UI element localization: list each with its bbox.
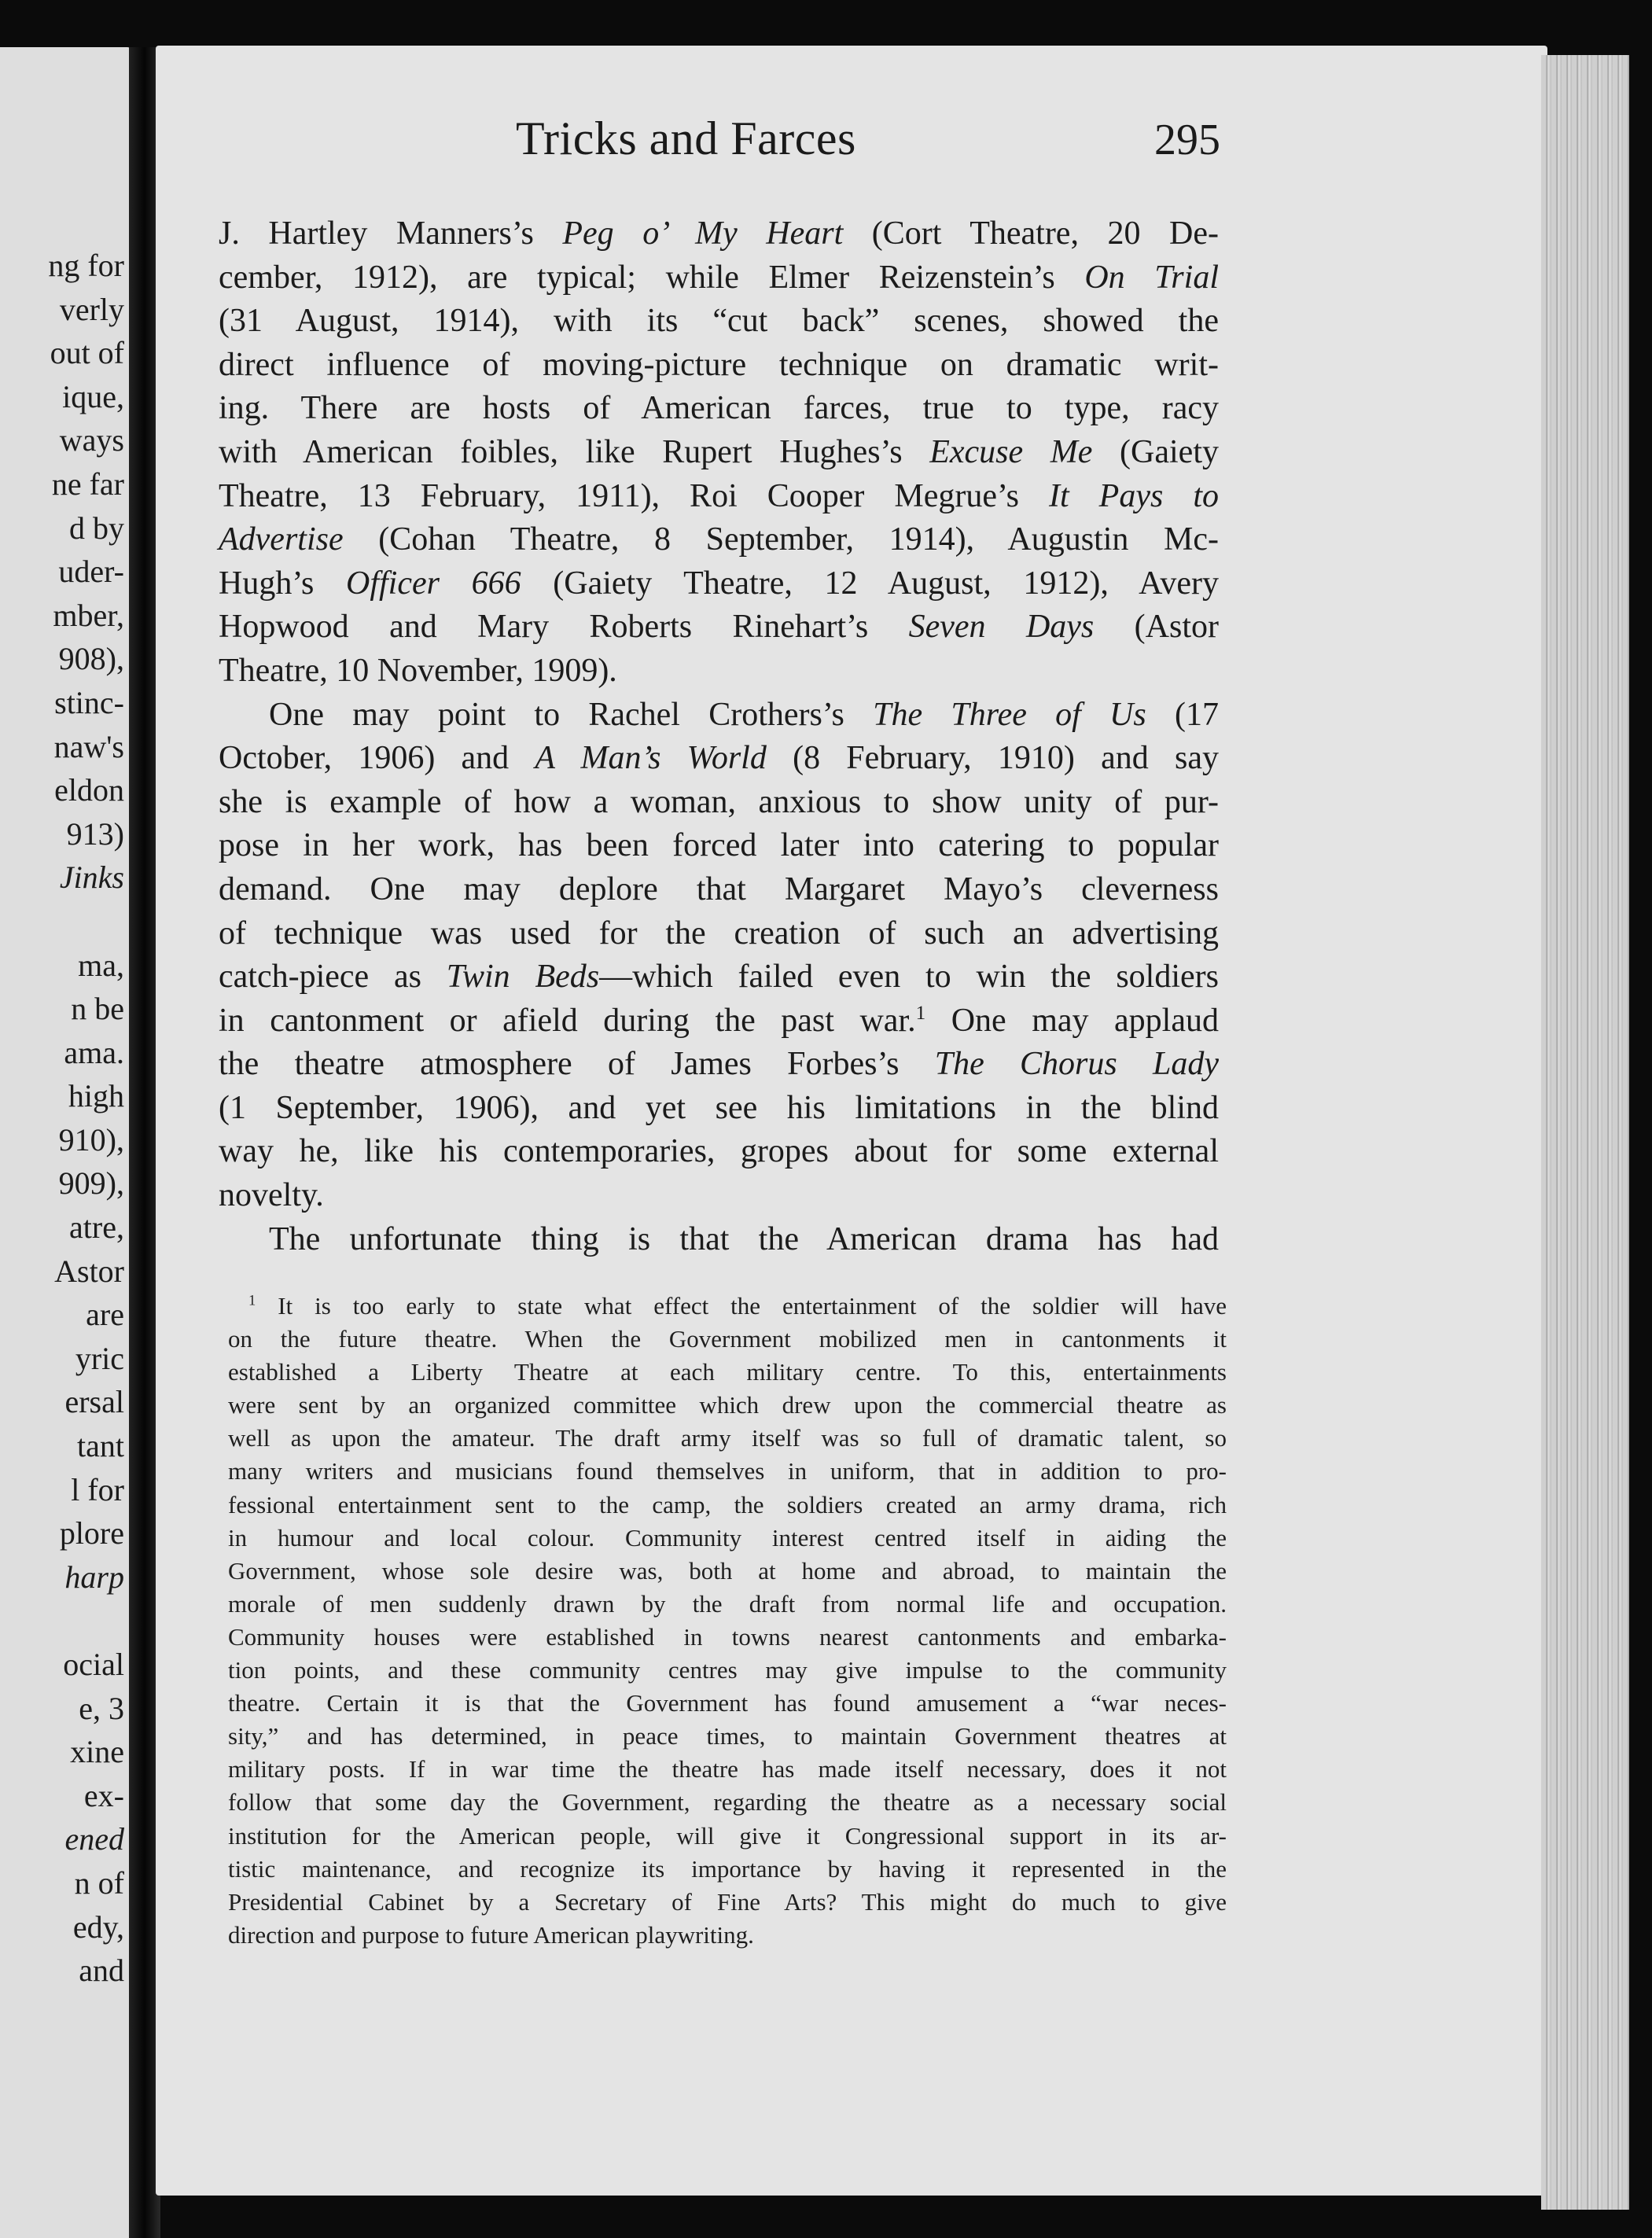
- body-line: October, 1906) and A Man’s World (8 February, 1910) and say: [219, 740, 1219, 777]
- left-page-line: ocial: [63, 1647, 124, 1682]
- background-edge: [1629, 47, 1652, 2238]
- footnote-line: Community houses were established in towns nearest cantonments and embarka-: [228, 1622, 1227, 1651]
- body-line: Theatre, 13 February, 1911), Roi Cooper Megrue’s It Pays to: [219, 477, 1219, 514]
- left-page-line: eldon: [54, 772, 124, 808]
- left-page-line: and: [79, 1953, 124, 1989]
- body-line: the theatre atmosphere of James Forbes’s The Chorus Lady: [219, 1046, 1219, 1083]
- left-page-line: verly: [59, 291, 124, 327]
- body-line: direct influence of moving-picture technique on dramatic writ-: [219, 346, 1219, 383]
- left-page-line: 909),: [58, 1165, 124, 1202]
- footnote-line: tistic maintenance, and recognize its importance by having it represented in the: [228, 1854, 1227, 1883]
- footnote-line: morale of men suddenly drawn by the draft from normal life and occupation.: [228, 1589, 1227, 1618]
- page-number: 295: [1154, 116, 1220, 164]
- body-line: with American foibles, like Rupert Hughes’s Excuse Me (Gaiety: [219, 433, 1219, 470]
- left-page-line: n of: [74, 1864, 124, 1901]
- footnote-line: Government, whose sole desire was, both at home and abroad, to maintain the: [228, 1556, 1227, 1585]
- left-page-line: ique,: [62, 378, 124, 414]
- page-edges: [1541, 55, 1629, 2210]
- left-page-line: plore: [59, 1515, 124, 1552]
- footnote: [228, 1290, 1227, 1952]
- footnote-line: were sent by an organized committee which drew upon the commercial theatre as: [228, 1391, 1227, 1419]
- left-page-line: ex-: [83, 1777, 124, 1813]
- footnote-line: institution for the American people, will give it Congressional support in its ar-: [228, 1821, 1227, 1850]
- body-line: demand. One may deplore that Margaret Mayo’s cleverness: [219, 871, 1219, 907]
- body-line: catch-piece as Twin Beds—which failed even to win the soldiers: [219, 959, 1219, 996]
- body-line: novelty.: [219, 1177, 324, 1214]
- footnote-line: well as upon the amateur. The draft army itself was so full of dramatic talent, so: [228, 1424, 1227, 1452]
- footnote-line: Presidential Cabinet by a Secretary of Fine Arts? This might do much to give: [228, 1887, 1227, 1916]
- body-line: in cantonment or afield during the past war.$^1$ One may applaud: [219, 1002, 1219, 1039]
- left-page-line: e, 3: [79, 1690, 124, 1726]
- footnote-line: theatre. Certain it is that the Government has found amusement a “war neces-: [228, 1689, 1227, 1717]
- left-page-line: ened: [64, 1821, 124, 1857]
- left-page-line: l for: [71, 1471, 124, 1507]
- left-page-line: ne far: [51, 466, 124, 502]
- left-page-line: xine: [70, 1734, 124, 1770]
- footnote-line: direction and purpose to future American playwriting.: [228, 1920, 754, 1949]
- footnote-line: follow that some day the Government, regarding the theatre as a necessary social: [228, 1788, 1227, 1817]
- left-page-blank-line: [6, 900, 124, 944]
- left-page-line: harp: [64, 1559, 124, 1595]
- footnote-line: many writers and musicians found themselves in uniform, that in addition to pro-: [228, 1457, 1227, 1485]
- body-line: Advertise (Cohan Theatre, 8 September, 1914), Augustin Mc-: [219, 521, 1219, 558]
- left-page-line: n be: [71, 991, 124, 1027]
- footnote-line: on the future theatre. When the Government mobilized men in cantonments it: [228, 1325, 1227, 1353]
- body-line: One may point to Rachel Crothers’s The Three of Us (17: [269, 696, 1219, 733]
- left-page-line: 908),: [58, 641, 124, 677]
- left-page-line: high: [68, 1078, 124, 1114]
- left-page-line: ama.: [64, 1034, 124, 1070]
- left-page-line: uder-: [58, 554, 124, 590]
- footnote-line: fessional entertainment sent to the camp, the soldiers created an army drama, rich: [228, 1490, 1227, 1518]
- left-page-line: ersal: [64, 1384, 124, 1420]
- body-line: cember, 1912), are typical; while Elmer Reizenstein’s On Trial: [219, 259, 1219, 296]
- left-page-line: Astor: [54, 1253, 124, 1289]
- left-page-line: ways: [59, 422, 124, 458]
- body-line: (1 September, 1906), and yet see his limitations in the blind: [219, 1089, 1219, 1126]
- left-page-blank-line: [6, 1599, 124, 1643]
- left-page-line: naw's: [53, 728, 124, 764]
- left-page-line: out of: [50, 335, 124, 371]
- left-facing-page: [0, 47, 132, 2238]
- body-line: J. Hartley Manners’s Peg o’ My Heart (Cort Theatre, 20 De-: [219, 215, 1219, 252]
- body-line: of technique was used for the creation of such an advertising: [219, 915, 1219, 952]
- left-page-line: 913): [66, 815, 124, 852]
- left-page-line: yric: [75, 1340, 124, 1376]
- body-line: Hugh’s Officer 666 (Gaiety Theatre, 12 August, 1912), Avery: [219, 565, 1219, 602]
- footnote-line: military posts. If in war time the theatre has made itself necessary, does it not: [228, 1755, 1227, 1783]
- left-page-text-fragments: [6, 244, 124, 1993]
- left-page-line: tant: [77, 1428, 124, 1464]
- left-page-line: stinc-: [54, 684, 124, 720]
- body-line: Theatre, 10 November, 1909).: [219, 652, 617, 689]
- body-text: [219, 212, 1219, 1261]
- left-page-line: mber,: [53, 597, 124, 633]
- body-line: way he, like his contemporaries, gropes about for some external: [219, 1133, 1219, 1170]
- left-page-line: are: [86, 1297, 124, 1333]
- footnote-line: established a Liberty Theatre at each military centre. To this, entertainments: [228, 1358, 1227, 1386]
- left-page-line: Jinks: [59, 859, 124, 896]
- body-line: pose in her work, has been forced later into catering to popular: [219, 827, 1219, 864]
- footnote-line: tion points, and these community centres may give impulse to the community: [228, 1656, 1227, 1684]
- body-line: The unfortunate thing is that the American drama has had: [269, 1220, 1219, 1257]
- footnote-line: $^1$ It is too early to state what effect the entertainment of the soldier will have: [248, 1292, 1227, 1320]
- body-line: she is example of how a woman, anxious to show unity of pur-: [219, 783, 1219, 820]
- body-line: Hopwood and Mary Roberts Rinehart’s Seven Days (Astor: [219, 609, 1219, 646]
- running-head: Tricks and Farces: [516, 112, 856, 164]
- left-page-line: atre,: [69, 1209, 124, 1246]
- left-page-line: 910),: [58, 1121, 124, 1158]
- left-page-line: d by: [69, 510, 124, 546]
- body-line: ing. There are hosts of American farces, true to type, racy: [219, 390, 1219, 427]
- left-page-line: ma,: [78, 947, 124, 983]
- footnote-line: sity,” and has determined, in peace times, to maintain Government theatres at: [228, 1722, 1227, 1750]
- left-page-line: ng for: [48, 248, 124, 283]
- body-line: (31 August, 1914), with its “cut back” scenes, showed the: [219, 303, 1219, 340]
- left-page-line: edy,: [72, 1909, 124, 1945]
- footnote-line: in humour and local colour. Community interest centred itself in aiding the: [228, 1523, 1227, 1552]
